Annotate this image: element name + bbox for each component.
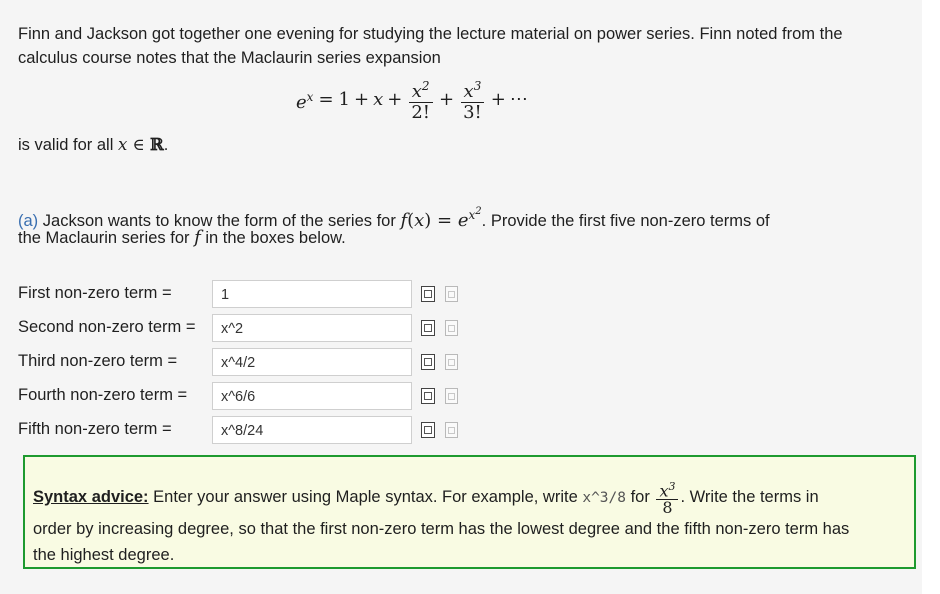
second-term-input[interactable]: x^2 [212,314,412,342]
syntax-example-code: x^3/8 [582,490,626,507]
intro-line-2: calculus course notes that the Maclaurin series expansion [18,49,441,67]
syntax-for-text: for [630,488,650,507]
syntax-advice-line-2: order by increasing degree, so that the first non-zero term has the lowest degree and the fifth non-zero term has [33,520,850,539]
second-term-label: Second non-zero term = [18,318,196,336]
preview-icon[interactable] [421,286,435,302]
fifth-term-input[interactable]: x^8/24 [212,416,412,444]
part-a-line-2: the Maclaurin series for f in the boxes below. [18,227,346,248]
preview-icon[interactable] [421,354,435,370]
syntax-advice-title: Syntax advice: [33,488,149,507]
part-a-text-before: Jackson wants to know the form of the series for [42,212,396,230]
fifth-term-label: Fifth non-zero term = [18,420,172,438]
first-term-label: First non-zero term = [18,284,172,302]
fourth-term-input[interactable]: x^6/6 [212,382,412,410]
third-term-input[interactable]: x^4/2 [212,348,412,376]
fourth-term-label: Fourth non-zero term = [18,386,188,404]
preview-icon[interactable] [421,320,435,336]
validity-line: is valid for all x ∈ ℝ. [18,135,169,154]
part-a-text-after: . Provide the first five non-zero terms of [481,212,770,230]
third-term-label: Third non-zero term = [18,352,178,370]
syntax-advice-box [23,455,916,569]
part-a-line-1: (a) Jackson wants to know the form of the series for $f(x) = e^{x^2}$. Provide the first five non-zero terms of [18,206,770,231]
part-a-label: (a) [18,212,39,230]
part-a-line2-after: in the boxes below. [205,229,346,247]
help-document-icon[interactable] [445,388,458,404]
help-document-icon[interactable] [445,320,458,336]
intro-line-1: Finn and Jackson got together one evening for studying the lecture material on power series. Finn noted from the [18,25,843,43]
syntax-advice-text-2: . Write the terms in [680,488,819,507]
maclaurin-equation: $e^x$ = 1 + x + $\frac{x^2}{2!}$ + $\frac{x^3}{3!}$ + ⋯ [296,76,528,123]
preview-icon[interactable] [421,388,435,404]
preview-icon[interactable] [421,422,435,438]
first-term-input[interactable]: 1 [212,280,412,308]
syntax-advice-text: Syntax advice: Enter your answer using Maple syntax. For example, write x^3/8 for $\frac{x^3}{8}$ . Write the terms in order by increasing degree, so that the first non-zero term has the lowest degree and the fifth non-zero term has the highest degree. [33,480,850,565]
part-a-line2-before: the Maclaurin series for [18,229,190,247]
help-document-icon[interactable] [445,354,458,370]
help-document-icon[interactable] [445,286,458,302]
help-document-icon[interactable] [445,422,458,438]
syntax-advice-line-3: the highest degree. [33,546,175,565]
syntax-advice-text-1: Enter your answer using Maple syntax. For example, write [153,488,578,507]
validity-text: is valid for all [18,136,114,154]
